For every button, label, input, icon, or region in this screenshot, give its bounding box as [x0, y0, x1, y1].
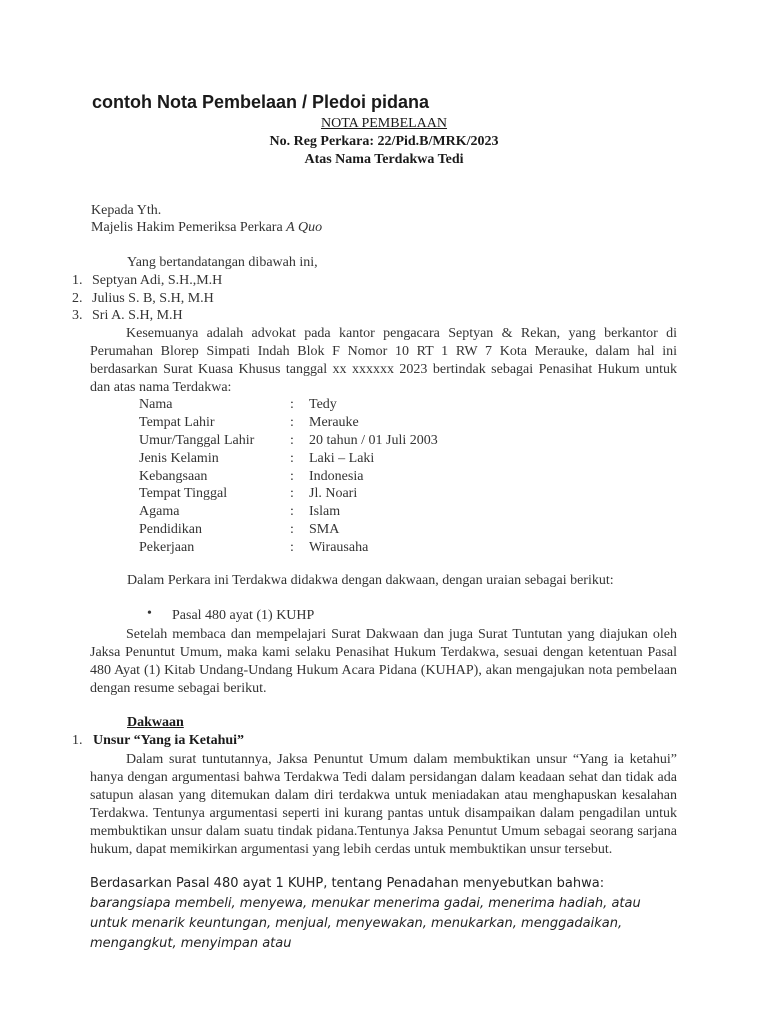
identity-label: Tempat Lahir: [139, 415, 215, 430]
identity-label: Umur/Tanggal Lahir: [139, 433, 255, 448]
signer-name: Julius S. B, S.H, M.H: [92, 291, 214, 306]
identity-colon: :: [290, 415, 294, 430]
identity-value: SMA: [309, 522, 340, 537]
article-quote-lead: Berdasarkan Pasal 480 ayat 1 KUHP, tentang Penadahan menyebutkan bahwa:: [90, 876, 605, 891]
identity-label: Agama: [139, 504, 180, 519]
bullet-icon: •: [147, 606, 152, 621]
bullet-item: Pasal 480 ayat (1) KUHP: [172, 608, 315, 623]
signer-number: 3.: [72, 308, 83, 323]
article-quote: [90, 874, 680, 954]
address-recipient: Majelis Hakim Pemeriksa Perkara: [91, 220, 287, 235]
signer-name: Septyan Adi, S.H.,M.H: [92, 273, 223, 288]
advocate-paragraph: Kesemuanya adalah advokat pada kantor pengacara Septyan & Rekan, yang berkantor di Perumahan Blorep Simpati Indah Blok F Nomor 10 RT 1 RW 7 Kota Merauke, dalam hal ini berdasarkan Surat Kuasa Khusus tanggal xx xxxxxx 2023 bertindak sebagai Penasihat Hukum untuk dan atas nama Terdakwa:: [90, 326, 677, 395]
address-line-1: Kepada Yth.: [91, 203, 162, 218]
element-number: 1.: [72, 733, 83, 748]
identity-label: Pendidikan: [139, 522, 202, 537]
signer-number: 2.: [72, 291, 83, 306]
identity-label: Jenis Kelamin: [139, 451, 219, 466]
identity-value: Indonesia: [309, 469, 364, 484]
identity-value: Laki – Laki: [309, 451, 375, 466]
identity-label: Tempat Tinggal: [139, 486, 228, 501]
indictment-intro: Dalam Perkara ini Terdakwa didakwa dengan dakwaan, dengan uraian sebagai berikut:: [127, 573, 614, 588]
identity-value: Islam: [309, 504, 341, 519]
review-paragraph: Setelah membaca dan mempelajari Surat Dakwaan dan juga Surat Tuntutan yang diajukan oleh Jaksa Penuntut Umum, maka kami selaku Penasihat Hukum Terdakwa, sesuai dengan ketentuan Pasal 480 Ayat (1) Kitab Undang-Undang Hukum Acara Pidana (KUHAP), akan mengajukan nota pembelaan dengan resume sebagai berikut.: [90, 627, 677, 696]
signer-number: 1.: [72, 273, 83, 288]
identity-label: Pekerjaan: [139, 540, 195, 555]
document-title: contoh Nota Pembelaan / Pledoi pidana: [92, 92, 430, 112]
nota-heading: NOTA PEMBELAAN: [320, 116, 448, 131]
register-number: No. Reg Perkara: 22/Pid.B/MRK/2023: [269, 134, 499, 149]
identity-label: Nama: [139, 397, 173, 412]
identity-colon: :: [290, 433, 294, 448]
signer-name: Sri A. S.H, M.H: [92, 308, 183, 323]
address-recipient-italic: A Quo: [286, 220, 323, 235]
identity-colon: :: [290, 469, 294, 484]
identity-label: Kebangsaan: [139, 469, 208, 484]
identity-value: Wirausaha: [309, 540, 369, 555]
identity-value: 20 tahun / 01 Juli 2003: [309, 433, 438, 448]
identity-colon: :: [290, 486, 294, 501]
element-title: Unsur “Yang ia Ketahui”: [93, 733, 245, 748]
element-paragraph: Dalam surat tuntutannya, Jaksa Penuntut Umum dalam membuktikan unsur “Yang ia ketahui” hanya dengan argumentasi bahwa Terdakwa Tedi dalam persidangan dalam keadaan sehat dan tidak ada satupun alasan yang ditemukan dalam diri terdakwa untuk meniadakan atau menghapuskan kesalahan Terdakwa. Tentunya argumentasi seperti ini kurang pantas untuk disampaikan dalam pengadilan untuk membuktikan unsur dalam suatu tindak pidana.Tentunya Jaksa Penuntut Umum sebagai seorang sarjana hukum, dapat memikirkan argumentasi yang lebih cerdas untuk membuktikan unsur tersebut.: [90, 752, 677, 857]
defendant-name-heading: Atas Nama Terdakwa Tedi: [304, 152, 464, 167]
section-title: Dakwaan: [127, 715, 184, 730]
address-line-2: [91, 220, 322, 236]
identity-value: Tedy: [309, 397, 337, 412]
identity-value: Merauke: [309, 415, 359, 430]
identity-colon: :: [290, 504, 294, 519]
identity-colon: :: [290, 540, 294, 555]
identity-colon: :: [290, 451, 294, 466]
identity-colon: :: [290, 522, 294, 537]
signers-intro: Yang bertandatangan dibawah ini,: [127, 255, 318, 270]
identity-value: Jl. Noari: [309, 486, 358, 501]
article-quote-italic: barangsiapa membeli, menyewa, menukar menerima gadai, menerima hadiah, atau untuk menarik keuntungan, menjual, menyewakan, menukarkan, menggadaikan, mengangkut, menyimpan atau: [90, 896, 641, 951]
identity-colon: :: [290, 397, 294, 412]
